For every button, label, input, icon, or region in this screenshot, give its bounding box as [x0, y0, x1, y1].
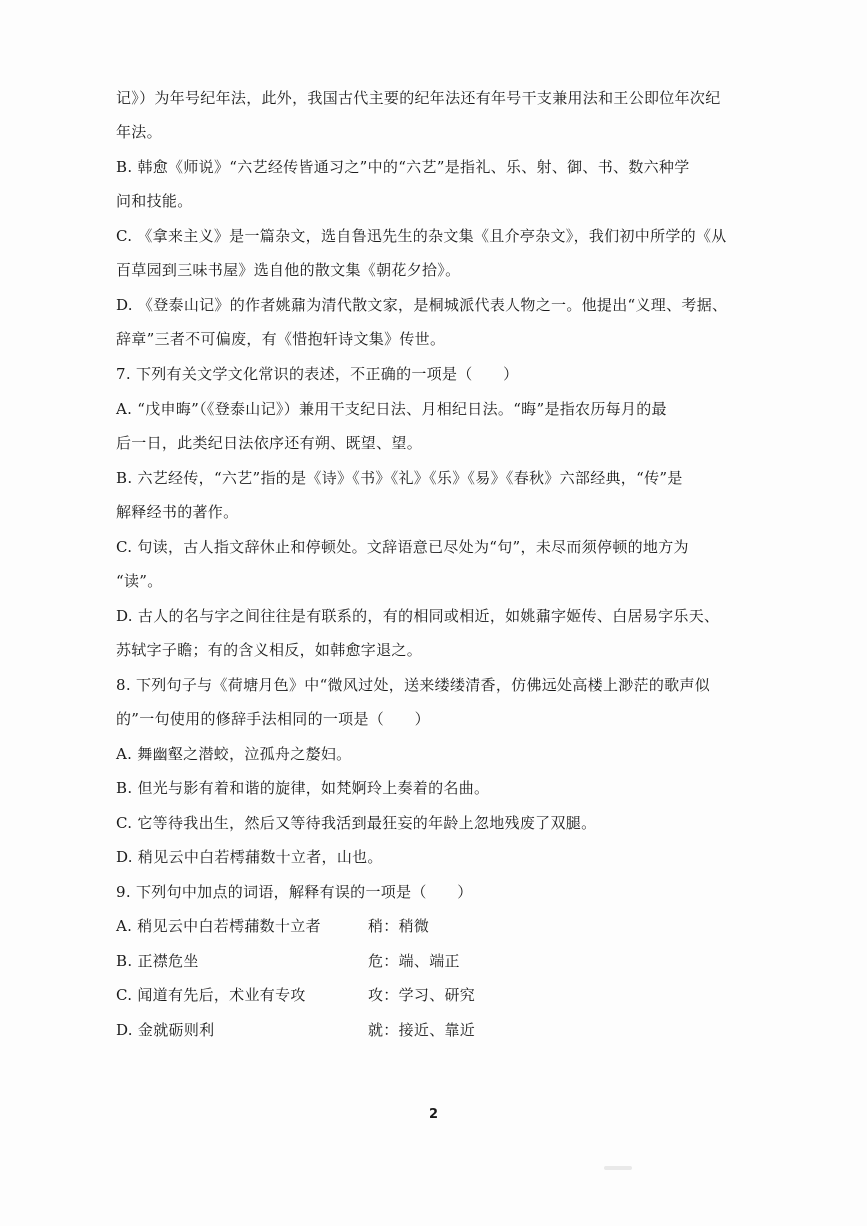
text-line: 苏轼字子瞻；有的含义相反，如韩愈字退之。 — [116, 641, 423, 659]
text-line: 问和技能。 — [116, 192, 193, 210]
q9-option-b: B. 正襟危坐 — [116, 952, 199, 970]
question-7-stem: 7. 下列有关文学文化常识的表述，不正确的一项是（ ） — [116, 365, 519, 383]
question-9-stem: 9. 下列句中加点的词语，解释有误的一项是（ ） — [116, 883, 473, 901]
q9-option-a: A. 稍见云中白若樗蒱数十立者 — [116, 917, 321, 935]
text-line: “读”。 — [116, 572, 163, 590]
scan-artifact — [604, 1166, 632, 1170]
option-b-line: B. 但光与影有着和谐的旋律，如梵婀玲上奏着的名曲。 — [116, 779, 490, 797]
q9-option-d-gloss: 就：接近、靠近 — [368, 1021, 476, 1039]
option-a-line: A. “戊申晦”（《登泰山记》）兼用干支纪日法、月相纪日法。“晦”是指农历每月的最 — [116, 400, 667, 418]
option-b-line: B. 六艺经传，“六艺”指的是《诗》《书》《礼》《乐》《易》《春秋》六部经典，“传”是 — [116, 469, 683, 487]
option-a-line: A. 舞幽壑之潜蛟，泣孤舟之嫠妇。 — [116, 745, 352, 763]
question-8-stem: 8. 下列句子与《荷塘月色》中“微风过处，送来缕缕清香，仿佛远处高楼上渺茫的歌声似 — [116, 676, 711, 694]
text-line: 记》）为年号纪年法，此外，我国古代主要的纪年法还有年号干支兼用法和王公即位年次纪 — [116, 89, 721, 107]
page-number: 2 — [428, 1107, 439, 1122]
option-c-line: C. 它等待我出生，然后又等待我活到最狂妄的年龄上忽地残废了双腿。 — [116, 814, 597, 832]
option-c-line: C. 句读，古人指文辞休止和停顿处。文辞语意已尽处为“句”，未尽而须停顿的地方为 — [116, 538, 689, 556]
text-line: 解释经书的著作。 — [116, 503, 239, 521]
option-c-line: C. 《拿来主义》是一篇杂文，选自鲁迅先生的杂文集《且介亭杂文》，我们初中所学的《从 — [116, 227, 727, 245]
text-line: 辞章”三者不可偏废，有《惜抱轩诗文集》传世。 — [116, 330, 446, 348]
text-line: 百草园到三味书屋》选自他的散文集《朝花夕拾》。 — [116, 261, 461, 279]
q9-option-a-gloss: 稍：稍微 — [368, 917, 430, 935]
text-line: 后一日，此类纪日法依序还有朔、既望、望。 — [116, 434, 423, 452]
q9-option-d: D. 金就砺则利 — [116, 1021, 215, 1039]
q9-option-c-gloss: 攻：学习、研究 — [368, 986, 476, 1004]
q9-option-b-gloss: 危：端、端正 — [368, 952, 460, 970]
text-line: 年法。 — [116, 123, 162, 141]
option-b-line: B. 韩愈《师说》“六艺经传皆通习之”中的“六艺”是指礼、乐、射、御、书、数六种学 — [116, 158, 690, 176]
q9-option-c: C. 闻道有先后，术业有专攻 — [116, 986, 306, 1004]
option-d-line: D. 古人的名与字之间往往是有联系的，有的相同或相近，如姚鼐字姬传、白居易字乐天、 — [116, 607, 720, 625]
text-line: 的”一句使用的修辞手法相同的一项是（ ） — [116, 710, 430, 728]
option-d-line: D. 稍见云中白若樗蒱数十立者，山也。 — [116, 848, 383, 866]
option-d-line: D. 《登泰山记》的作者姚鼐为清代散文家，是桐城派代表人物之一。他提出“义理、考据、 — [116, 296, 728, 314]
